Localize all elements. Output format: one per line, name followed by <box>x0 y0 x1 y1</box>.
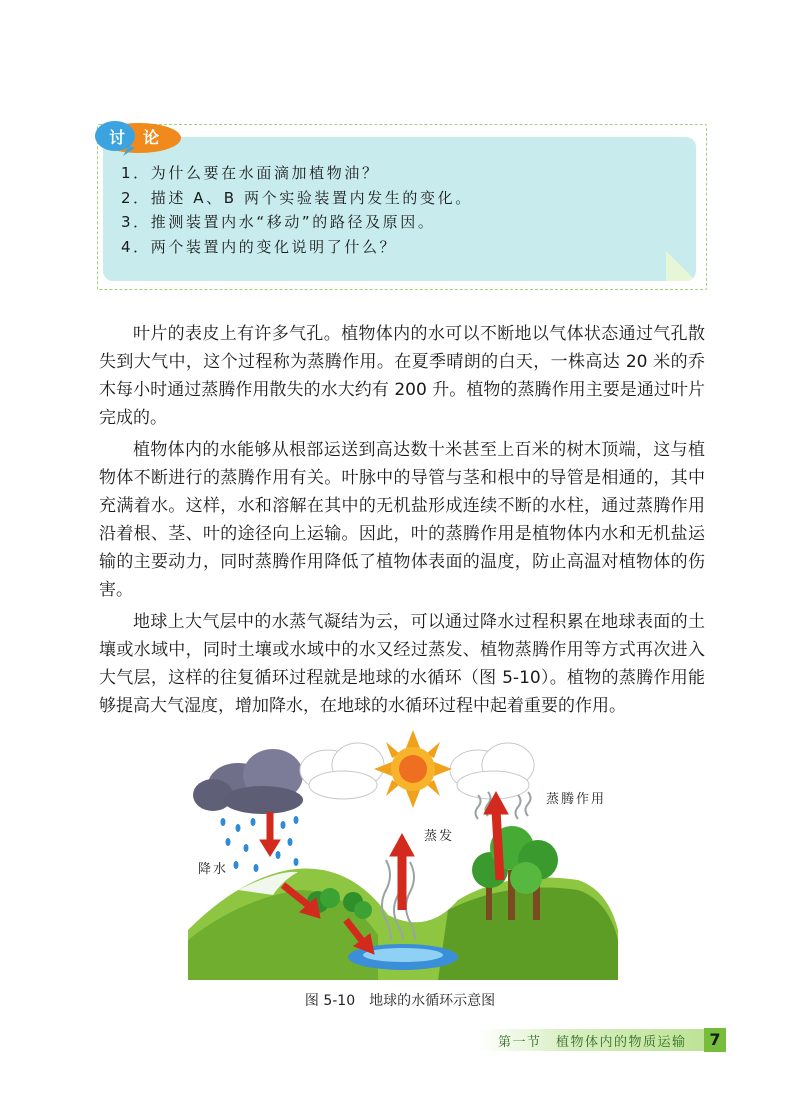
raindrops <box>221 816 299 872</box>
discussion-panel <box>103 137 696 281</box>
label-precipitation: 降水 <box>198 862 229 877</box>
rain-cloud-icon <box>193 749 303 814</box>
paragraph: 叶片的表皮上有许多气孔。植物体内的水可以不断地以气体状态通过气孔散失到大气中，这个过程称为蒸腾作用。在夏季晴朗的白天，一株高达 20 米的乔木每小时通过蒸腾作用散失的水大约有 200 升。植物的蒸腾作用主要是通过叶片完成的。 <box>99 324 705 428</box>
question-item: 2．描述 A、B 两个实验装置内发生的变化。 <box>121 188 473 207</box>
footer-section-title: 第一节 植物体内的物质运输 <box>498 1035 687 1050</box>
badge-char-left: 讨 <box>109 128 126 147</box>
water-cycle-figure <box>178 730 618 980</box>
paragraph: 地球上大气层中的水蒸气凝结为云，可以通过降水过程积累在地球表面的土壤或水域中，同时土壤或水域中的水又经过蒸发、植物蒸腾作用等方式再次进入大气层，这样的往复循环过程就是地球的水循环（图 5-10）。植物的蒸腾作用能够提高大气湿度，增加降水，在地球的水循环过程中起着重要的作用。 <box>99 612 705 716</box>
label-transpiration: 蒸腾作用 <box>546 792 607 807</box>
page-number: 7 <box>704 1028 726 1052</box>
white-cloud-icon <box>450 743 534 799</box>
question-item: 4．两个装置内的变化说明了什么？ <box>121 237 398 256</box>
paragraph: 植物体内的水能够从根部运送到高达数十米甚至上百米的树木顶端，这与植物体不断进行的蒸腾作用有关。叶脉中的导管与茎和根中的导管是相通的，其中充满着水。这样，水和溶解在其中的无机盐形成连续不断的水柱，通过蒸腾作用沿着根、茎、叶的途径向上运输。因此，叶的蒸腾作用是植物体内水和无机盐运输的主要动力，同时蒸腾作用降低了植物体表面的温度，防止高温对植物体的伤害。 <box>99 440 705 600</box>
discussion-questions <box>121 161 473 259</box>
figure-caption: 图 5-10 地球的水循环示意图 <box>304 993 496 1009</box>
badge-char-right: 论 <box>143 128 160 147</box>
question-item: 3．推测装置内水“移动”的路径及原因。 <box>121 213 436 231</box>
water-cycle-illustration <box>178 730 618 980</box>
page-fold-decoration <box>666 251 696 281</box>
question-item: 1．为什么要在水面滴加植物油？ <box>121 164 380 182</box>
label-evaporation: 蒸发 <box>424 829 455 844</box>
discussion-badge-icon <box>89 116 189 160</box>
body-text <box>99 320 705 724</box>
white-cloud-icon <box>300 743 384 799</box>
sun-icon <box>374 730 452 808</box>
